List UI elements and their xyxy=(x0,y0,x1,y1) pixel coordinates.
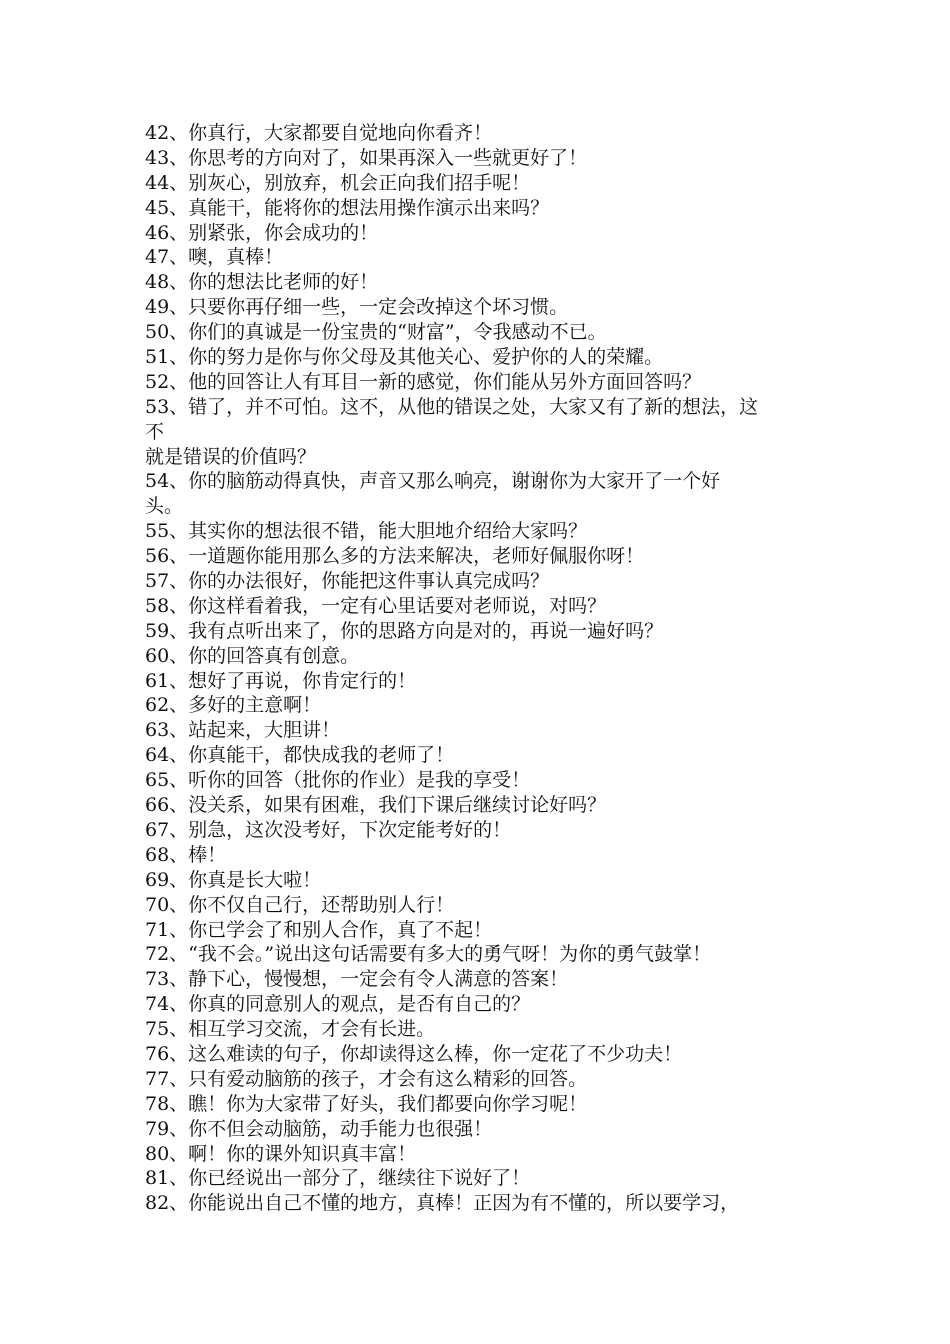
text-line: 79、你不但会动脑筋，动手能力也很强！ xyxy=(145,1117,493,1140)
text-line: 62、多好的主意啊！ xyxy=(145,694,322,717)
text-line: 75、相互学习交流，才会有长进。 xyxy=(145,1018,436,1041)
text-line: 82、你能说出自己不懂的地方，真棒！正因为有不懂的，所以要学习， xyxy=(145,1192,740,1215)
text-line: 59、我有点听出来了，你的思路方向是对的，再说一遍好吗？ xyxy=(145,619,664,642)
text-line: 73、静下心，慢慢想，一定会有令人满意的答案！ xyxy=(145,968,569,991)
text-line: 51、你的努力是你与你父母及其他关心、爱护你的人的荣耀。 xyxy=(145,346,664,369)
text-line: 78、瞧！你为大家带了好头，我们都要向你学习呢！ xyxy=(145,1092,588,1115)
text-line: 71、你已学会了和别人合作，真了不起！ xyxy=(145,918,493,941)
text-line: 67、别急，这次没考好，下次定能考好的！ xyxy=(145,818,512,841)
text-line: 43、你思考的方向对了，如果再深入一些就更好了！ xyxy=(145,146,588,169)
text-line: 66、没关系，如果有困难，我们下课后继续讨论好吗？ xyxy=(145,794,607,817)
text-line: 70、你不仅自己行，还帮助别人行！ xyxy=(145,893,455,916)
text-line: 52、他的回答让人有耳目一新的感觉，你们能从另外方面回答吗？ xyxy=(145,370,702,393)
document-body xyxy=(145,121,835,1216)
text-line: 47、噢，真棒！ xyxy=(145,246,284,269)
text-line: 46、别紧张，你会成功的！ xyxy=(145,221,379,244)
text-line: 61、想好了再说，你肯定行的！ xyxy=(145,669,417,692)
text-line: 65、听你的回答（批你的作业）是我的享受！ xyxy=(145,769,531,792)
text-line: 80、啊！你的课外知识真丰富！ xyxy=(145,1142,417,1165)
text-line: 58、你这样看着我，一定有心里话要对老师说，对吗？ xyxy=(145,594,607,617)
text-line: 64、你真能干，都快成我的老师了！ xyxy=(145,744,455,767)
text-line: 55、其实你的想法很不错，能大胆地介绍给大家吗？ xyxy=(145,520,588,543)
text-line: 77、只有爱动脑筋的孩子，才会有这么精彩的回答。 xyxy=(145,1067,588,1090)
text-line: 头。 xyxy=(145,495,184,518)
text-line: 50、你们的真诚是一份宝贵的“财富”，令我感动不已。 xyxy=(145,321,607,344)
text-line: 45、真能干，能将你的想法用操作演示出来吗？ xyxy=(145,196,550,219)
text-line: 57、你的办法很好，你能把这件事认真完成吗？ xyxy=(145,570,550,593)
text-line: 63、站起来，大胆讲！ xyxy=(145,719,341,742)
text-line: 69、你真是长大啦！ xyxy=(145,868,322,891)
text-line: 44、别灰心，别放弃，机会正向我们招手呢！ xyxy=(145,171,531,194)
text-line: 72、“我不会。”说出这句话需要有多大的勇气呀！为你的勇气鼓掌！ xyxy=(145,943,712,966)
text-line: 54、你的脑筋动得真快，声音又那么响亮，谢谢你为大家开了一个好 xyxy=(145,470,721,493)
text-line: 60、你的回答真有创意。 xyxy=(145,644,360,667)
text-line: 53、错了，并不可怕。这不，从他的错误之处，大家又有了新的想法，这 xyxy=(145,395,759,418)
text-line: 49、只要你再仔细一些，一定会改掉这个坏习惯。 xyxy=(145,296,569,319)
text-line: 就是错误的价值吗？ xyxy=(145,445,317,468)
text-line: 42、你真行，大家都要自觉地向你看齐！ xyxy=(145,122,493,144)
text-line: 74、你真的同意别人的观点，是否有自己的？ xyxy=(145,993,531,1016)
text-line: 76、这么难读的句子，你却读得这么棒，你一定花了不少功夫！ xyxy=(145,1042,683,1065)
text-line: 48、你的想法比老师的好！ xyxy=(145,271,379,294)
text-line: 68、棒！ xyxy=(145,843,227,866)
text-line: 81、你已经说出一部分了，继续往下说好了！ xyxy=(145,1167,531,1190)
text-line: 不 xyxy=(145,420,165,443)
text-line: 56、一道题你能用那么多的方法来解决，老师好佩服你呀！ xyxy=(145,545,645,568)
